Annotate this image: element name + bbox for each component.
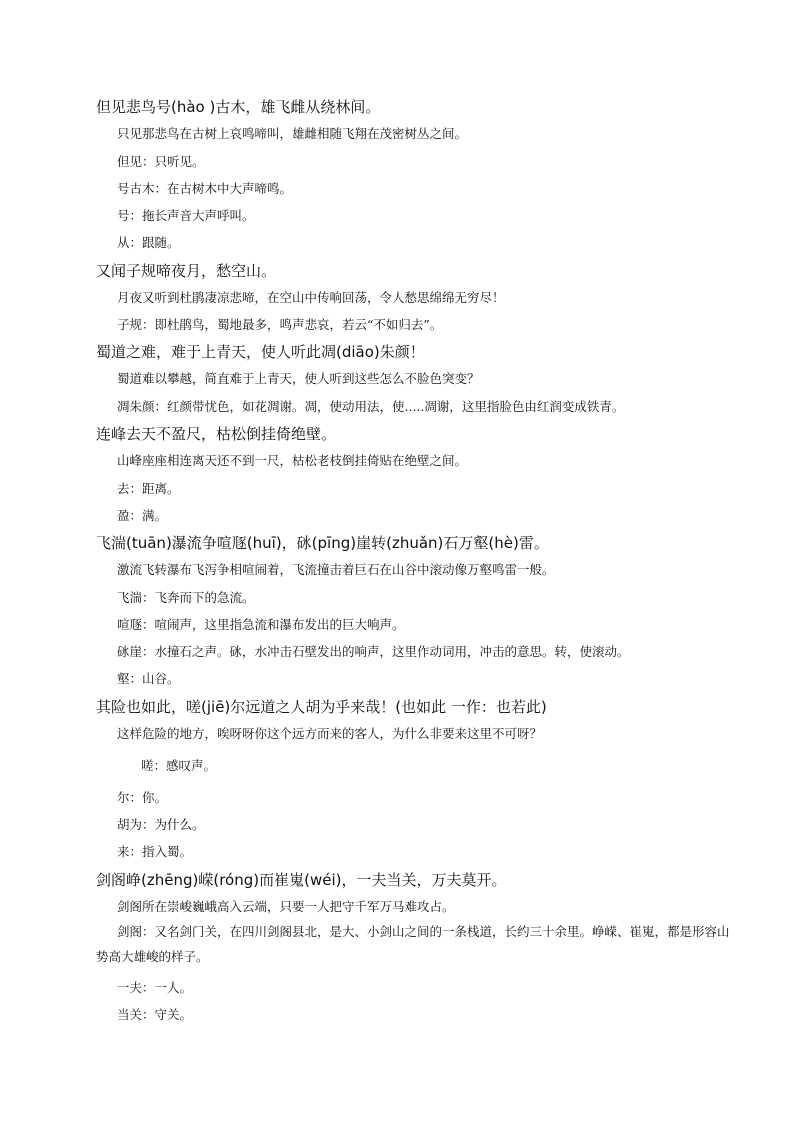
annotation-line: 凋朱颜：红颜带忧色，如花凋谢。凋，使动用法，使.....凋谢，这里指脸色由红润变成铁青。 (117, 399, 625, 414)
verse-line: 剑阁峥(zhēng)嵘(róng)而崔嵬(wéi)，一夫当关，万夫莫开。 (96, 871, 507, 889)
annotation-line: 来：指入蜀。 (117, 844, 193, 859)
translation-line: 蜀道难以攀越，简直难于上青天，使人听到这些怎么不脸色突变？ (117, 371, 480, 386)
translation-line: 只见那悲鸟在古树上哀鸣啼叫，雄雌相随飞翔在茂密树丛之间。 (117, 126, 468, 141)
annotation-paragraph: 剑阁：又名剑门关，在四川剑阁县北，是大、小剑山之间的一条栈道，长约三十余里。峥嵘、崔嵬，都是形容山势高大雄峻的样子。 (96, 924, 730, 964)
annotation-line: 号：拖长声音大声呼叫。 (117, 208, 255, 223)
annotation-line: 但见：只听见。 (117, 154, 205, 169)
annotation-line: 喧豗：喧闹声，这里指急流和瀑布发出的巨大响声。 (117, 617, 405, 632)
annotation-line: 嗟：感叹声。 (141, 758, 217, 773)
verse-line: 蜀道之难，难于上青天，使人听此凋(diāo)朱颜！ (96, 343, 425, 361)
verse-line: 其险也如此，嗟(jiē)尔远道之人胡为乎来哉！(也如此 一作：也若此) (96, 698, 547, 716)
translation-line: 这样危险的地方，唉呀呀你这个远方而来的客人，为什么非要来这里不可呀？ (117, 726, 543, 741)
annotation-line: 胡为：为什么。 (117, 817, 205, 832)
annotation-line: 飞湍：飞奔而下的急流。 (117, 590, 255, 605)
annotation-line: 壑：山谷。 (117, 671, 180, 686)
annotation-line: 当关：守关。 (117, 1007, 193, 1022)
verse-line: 但见悲鸟号(hào )古木，雄飞雌从绕林间。 (96, 98, 381, 116)
verse-line: 又闻子规啼夜月，愁空山。 (96, 262, 277, 280)
annotation-line: 去：距离。 (117, 481, 180, 496)
verse-line: 飞湍(tuān)瀑流争喧豗(huī)，砯(pīng)崖转(zhuǎn)石万壑(hè)雷。 (96, 534, 549, 552)
annotation-line: 从：跟随。 (117, 235, 180, 250)
annotation-line: 一夫：一人。 (117, 980, 193, 995)
translation-line: 山峰座座相连离天还不到一尺，枯松老枝倒挂倚贴在绝壁之间。 (117, 453, 468, 468)
translation-line: 月夜又听到杜鹃凄凉悲啼，在空山中传响回荡，令人愁思绵绵无穷尽！ (117, 290, 505, 305)
annotation-line: 盈：满。 (117, 508, 168, 523)
annotation-line: 砯崖：水撞石之声。砯，水冲击石壁发出的响声，这里作动词用，冲击的意思。转，使滚动。 (117, 644, 630, 659)
translation-line: 激流飞转瀑布飞泻争相喧闹着，飞流撞击着巨石在山谷中滚动像万壑鸣雷一般。 (117, 562, 555, 577)
annotation-line: 号古木：在古树木中大声啼鸣。 (117, 181, 293, 196)
verse-line: 连峰去天不盈尺，枯松倒挂倚绝壁。 (96, 425, 337, 443)
annotation-line: 子规：即杜鹃鸟，蜀地最多，鸣声悲哀，若云“不如归去”。 (117, 317, 443, 332)
annotation-line: 尔：你。 (117, 790, 168, 805)
translation-line: 剑阁所在崇峻巍峨高入云端，只要一人把守千军万马难攻占。 (117, 899, 455, 914)
